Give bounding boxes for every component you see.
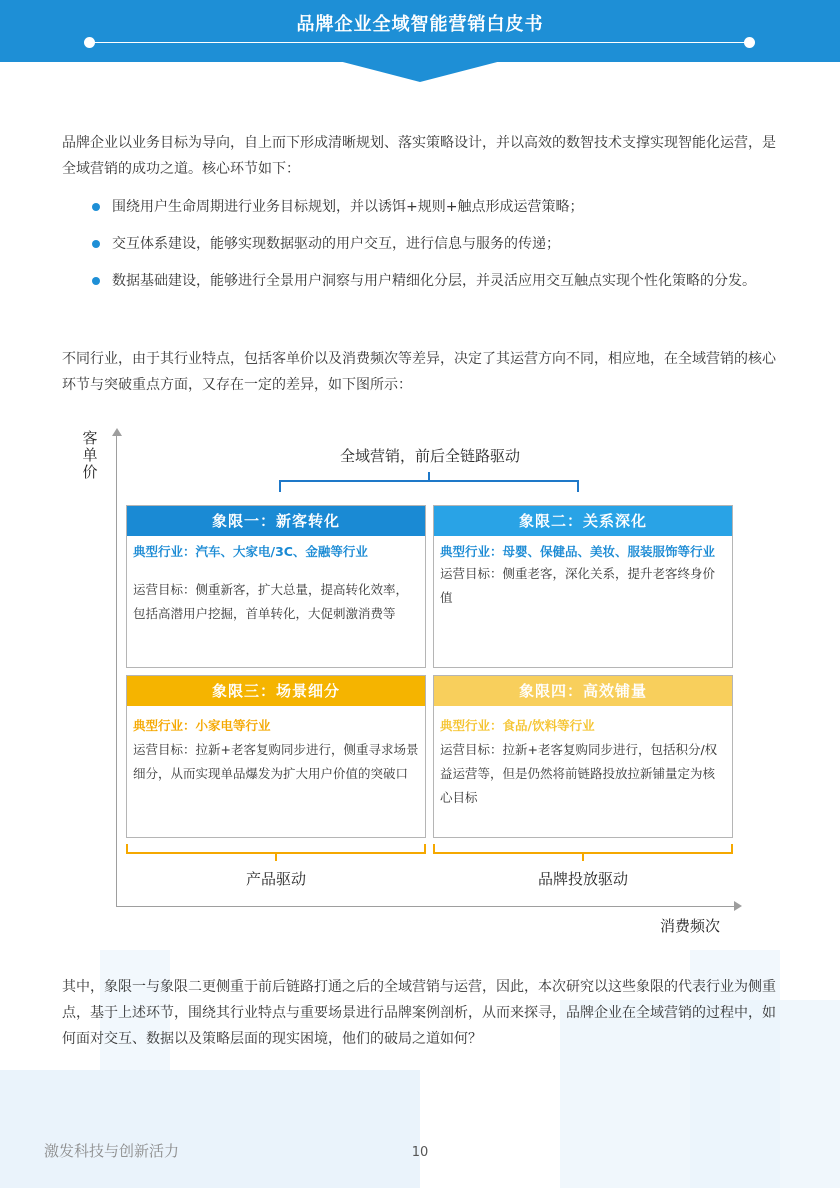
bullet-text: 围绕用户生命周期进行业务目标规划，并以诱饵+规则+触点形成运营策略； — [112, 199, 584, 215]
y-axis-label: 客单价 — [82, 429, 98, 481]
quadrant-4-title: 象限四：高效铺量 — [434, 676, 732, 706]
quadrant-4 — [433, 675, 733, 838]
x-axis-arrow-icon — [734, 901, 742, 911]
quadrant-2-goal: 运营目标：侧重老客，深化关系，提升老客终身价值 — [440, 566, 716, 605]
quadrant-1-industry: 典型行业：汽车、大家电/3C、金融等行业 — [133, 544, 368, 559]
bottom-left-label: 产品驱动 — [245, 870, 306, 888]
bullet-list — [92, 194, 778, 305]
x-axis — [116, 906, 736, 907]
quadrant-4-industry: 典型行业：食品/饮料等行业 — [440, 718, 595, 733]
quadrant-1 — [126, 505, 426, 668]
y-axis — [116, 432, 117, 906]
third-paragraph: 其中，象限一与象限二更侧重于前后链路打通之后的全域营销与运营，因此，本次研究以这些象限的代表行业为侧重点，基于上述环节，围绕其行业特点与重要场景进行品牌案例剖析，从而来探寻，品牌企业在全域营销的过程中，如何面对交互、数据以及策略层面的现实困境，他们的破局之道如何？ — [62, 979, 776, 1047]
bullet-icon — [92, 203, 100, 211]
y-axis-arrow-icon — [112, 428, 122, 436]
intro-paragraph: 品牌企业以业务目标为导向，自上而下形成清晰规划、落实策略设计，并以高效的数智技术支撑实现智能化运营，是全域营销的成功之道。核心环节如下： — [62, 135, 776, 177]
quadrant-3 — [126, 675, 426, 838]
footer-slogan: 激发科技与创新活力 — [44, 1142, 180, 1160]
quadrant-3-title: 象限三：场景细分 — [127, 676, 425, 706]
bottom-right-brace-tick — [582, 853, 584, 861]
document-title: 品牌企业全域智能营销白皮书 — [296, 14, 544, 35]
header-dot-left — [84, 37, 95, 48]
quadrant-3-industry: 典型行业：小家电等行业 — [133, 718, 271, 733]
quadrant-3-goal: 运营目标：拉新+老客复购同步进行，侧重寻求场景细分，从而实现单品爆发为扩大用户价值的突破口 — [133, 742, 419, 781]
page-number: 10 — [411, 1145, 429, 1160]
second-paragraph: 不同行业，由于其行业特点，包括客单价以及消费频次等差异，决定了其运营方向不同，相应地，在全域营销的核心环节与突破重点方面，又存在一定的差异，如下图所示： — [62, 351, 776, 393]
bottom-left-brace-tick — [275, 853, 277, 861]
header-dot-right — [744, 37, 755, 48]
quadrant-4-goal: 运营目标：拉新+老客复购同步进行，包括积分/权益运营等，但是仍然将前链路投放拉新铺量定为核心目标 — [440, 742, 718, 805]
quadrant-2 — [433, 505, 733, 668]
quadrant-2-industry: 典型行业：母婴、保健品、美妆、服装服饰等行业 — [440, 544, 716, 559]
bullet-item — [92, 268, 778, 294]
background-decoration — [0, 1070, 420, 1188]
header-arrow — [335, 60, 505, 82]
quadrant-1-title: 象限一：新客转化 — [127, 506, 425, 536]
top-brace — [279, 480, 579, 492]
bullet-item — [92, 231, 778, 257]
top-brace-tick — [428, 472, 430, 481]
bullet-icon — [92, 277, 100, 285]
bullet-icon — [92, 240, 100, 248]
bottom-right-label: 品牌投放驱动 — [537, 870, 628, 888]
bullet-text: 数据基础建设，能够进行全景用户洞察与用户精细化分层，并灵活应用交互触点实现个性化策略的分发。 — [112, 273, 756, 289]
quadrant-1-goal: 运营目标：侧重新客，扩大总量，提高转化效率，包括高潜用户挖掘，首单转化，大促刺激消费等 — [133, 582, 409, 621]
top-label: 全域营销，前后全链路驱动 — [339, 447, 520, 465]
header-divider — [92, 42, 748, 43]
x-axis-label: 消费频次 — [660, 917, 721, 935]
bullet-text: 交互体系建设，能够实现数据驱动的用户交互，进行信息与服务的传递； — [112, 236, 560, 252]
bullet-item — [92, 194, 778, 220]
quadrant-2-title: 象限二：关系深化 — [434, 506, 732, 536]
